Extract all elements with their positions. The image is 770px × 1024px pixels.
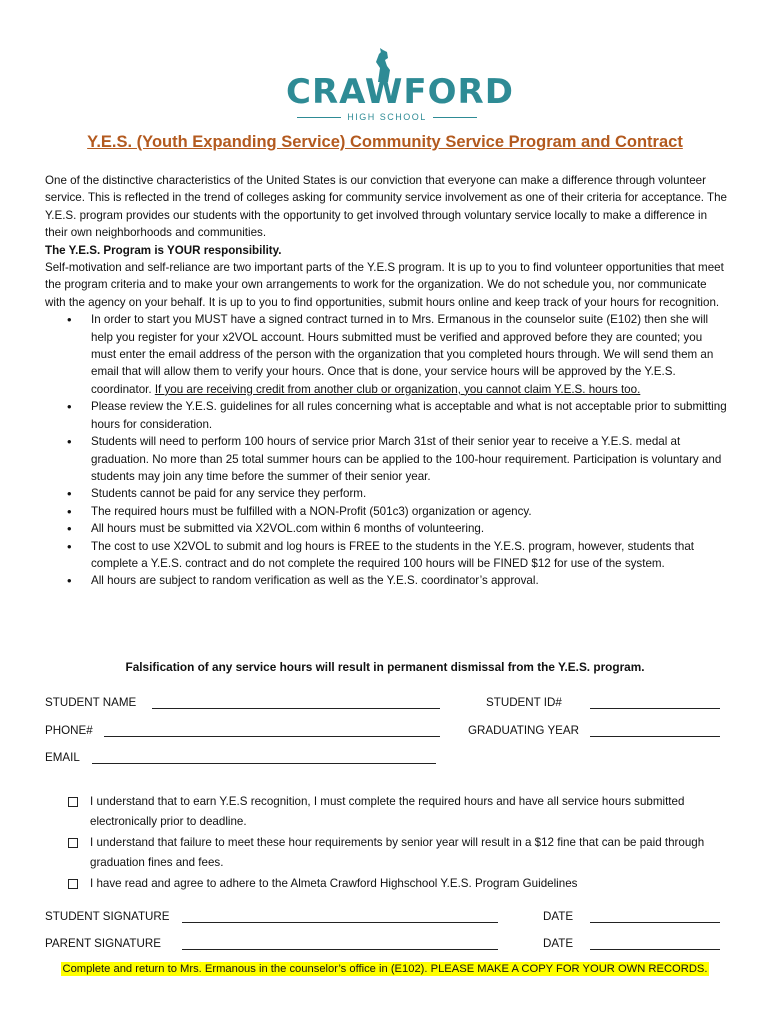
- parent-signature-field[interactable]: [182, 949, 498, 950]
- rule-item: • All hours are subject to random verification as well as the Y.E.S. coordinator’s approval.: [45, 572, 727, 589]
- rule-item: • Students will need to perform 100 hours of service prior March 31st of their senior year to receive a Y.E.S. medal at graduation. No more than 25 total summer hours can be applied to the 100-hour requirement. Participation is voluntary and students may join any time before the summer of their senior year.: [45, 433, 727, 485]
- rule-item: • The required hours must be fulfilled with a NON-Profit (501c3) organization or agency.: [45, 503, 727, 520]
- return-instructions: [0, 962, 770, 975]
- responsibility-heading: The Y.E.S. Program is YOUR responsibility.: [45, 243, 282, 257]
- intro-paragraph: One of the distinctive characteristics of the United States is our conviction that everyone can make a difference through volunteer service. This is reflected in the trend of colleges asking for community service involvement as one of their criteria for acceptance. The Y.E.S. program provides our students with the opportunity to get involved through voluntary service locally to make a difference in their own neighborhoods and communities.: [45, 174, 727, 240]
- email-label: EMAIL: [45, 751, 80, 764]
- parent-signature-label: PARENT SIGNATURE: [45, 937, 161, 950]
- school-logo: [282, 48, 514, 124]
- student-id-field[interactable]: [590, 708, 720, 709]
- graduating-year-label: GRADUATING YEAR: [468, 724, 580, 737]
- highlighted-instruction: Complete and return to Mrs. Ermanous in the counselor’s office in (E102). PLEASE MAKE A COPY FOR YOUR OWN RECORDS.: [62, 963, 708, 975]
- rule-item: • Please review the Y.E.S. guidelines for all rules concerning what is acceptable and what is not acceptable prior to submitting hours for consideration.: [45, 398, 727, 433]
- student-signature-label: STUDENT SIGNATURE: [45, 910, 170, 923]
- parent-date-field[interactable]: [590, 949, 720, 950]
- acknowledgement-item: I have read and agree to adhere to the Almeta Crawford Highschool Y.E.S. Program Guidelines: [66, 874, 730, 894]
- logo-wordmark: CRAWFORD: [286, 72, 514, 112]
- responsibility-paragraph: Self-motivation and self-reliance are two important parts of the Y.E.S program. It is up to you to find volunteer opportunities that meet the program criteria and to make your own arrangements to work for the organization. We do not schedule you, nor communicate with the agency on your behalf. It is up to you to find opportunities, submit hours online and keep track of your hours for recognition.: [45, 261, 724, 309]
- logo-subtitle: HIGH SCHOOL: [282, 112, 492, 122]
- checkbox[interactable]: [68, 797, 78, 807]
- student-name-field[interactable]: [152, 708, 440, 709]
- student-date-label: DATE: [543, 910, 574, 923]
- parent-date-label: DATE: [543, 937, 574, 950]
- rule-item: • The cost to use X2VOL to submit and log hours is FREE to the students in the Y.E.S. program, however, students that complete a Y.E.S. contract and do not complete the required 100 hours will be FINED $12 for use of the system.: [45, 538, 727, 573]
- email-field[interactable]: [92, 763, 436, 764]
- rules-list: [45, 311, 727, 590]
- rule-item: • Students cannot be paid for any service they perform.: [45, 485, 727, 502]
- student-date-field[interactable]: [590, 922, 720, 923]
- falsification-warning: Falsification of any service hours will result in permanent dismissal from the Y.E.S. program.: [125, 660, 645, 674]
- rule-item: • All hours must be submitted via X2VOL.com within 6 months of volunteering.: [45, 520, 727, 537]
- student-name-label: STUDENT NAME: [45, 696, 137, 709]
- acknowledgement-checklist: [66, 792, 730, 896]
- contract-body: [45, 172, 727, 590]
- student-signature-field[interactable]: [182, 922, 498, 923]
- acknowledgement-item: I understand that failure to meet these hour requirements by senior year will result in a $12 fine that can be paid through graduation fines and fees.: [66, 833, 730, 872]
- rule-item: • In order to start you MUST have a signed contract turned in to Mrs. Ermanous in the counselor suite (E102) then she will help you register for your x2VOL account. Hours submitted must be verified and approved before they are counted; you must enter the email address of the person with the organization that you completed hours through. We will send them an email that will allow them to verify your hours. Once that is done, your service hours will be approved by the Y.E.S. coordinator. If you are receiving credit from another club or organization, you cannot claim Y.E.S. hours too.: [45, 311, 727, 398]
- page-title: Y.E.S. (Youth Expanding Service) Community Service Program and Contract: [87, 133, 683, 151]
- acknowledgement-item: I understand that to earn Y.E.S recognition, I must complete the required hours and have all service hours submitted electronically prior to deadline.: [66, 792, 730, 831]
- student-id-label: STUDENT ID#: [486, 696, 562, 709]
- checkbox[interactable]: [68, 879, 78, 889]
- graduating-year-field[interactable]: [590, 736, 720, 737]
- checkbox[interactable]: [68, 838, 78, 848]
- phone-field[interactable]: [104, 736, 440, 737]
- phone-label: PHONE#: [45, 724, 93, 737]
